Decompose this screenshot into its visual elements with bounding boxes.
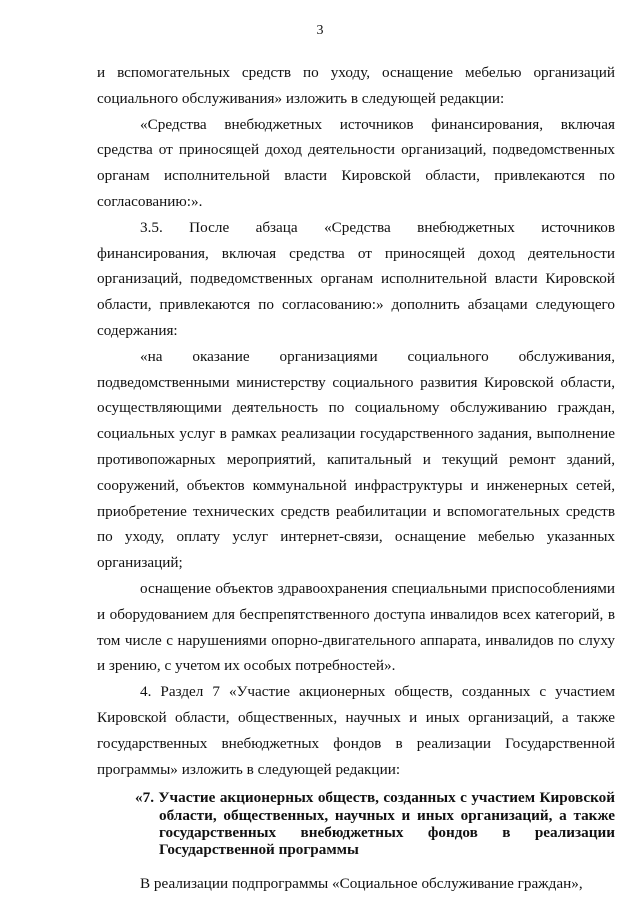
paragraph-5: оснащение объектов здравоохранения специальными приспособлениями и оборудованием для беспрепятственного доступа инвалидов всех категорий, в том числе с нарушениями опорно-двигательного аппарата, инвалидов по слуху и зрению, с учетом их особых потребностей». xyxy=(97,579,615,675)
paragraph-7: В реализации подпрограммы «Социальное обслуживание граждан», xyxy=(140,875,583,893)
paragraph-6: 4. Раздел 7 «Участие акционерных обществ, созданных с участием Кировской области, общественных, научных и иных организаций, а также государственных внебюджетных фондов в реализации Государственной программы» изложить в следующей редакции: xyxy=(97,683,615,778)
paragraph-2: «Средства внебюджетных источников финансирования, включая средства от приносящей доход деятельности организаций, подведомственных органам исполнительной власти Кировской области, привлекаются по согласованию:». xyxy=(97,115,615,210)
document-body xyxy=(97,60,615,897)
paragraph-3: 3.5. После абзаца «Средства внебюджетных источников финансирования, включая средства от приносящей доход деятельности организаций, подведомственных органам исполнительной власти Кировской области, привлекаются по согласованию:» дополнить абзацами следующего содержания: xyxy=(97,218,615,339)
section-heading: «7. Участие акционерных обществ, созданных с участием Кировской области, общественных, научных и иных организаций, а также государственных внебюджетных фондов в реализации Государственной программы xyxy=(135,789,615,858)
page-number: 3 xyxy=(316,23,324,38)
paragraph-4: «на оказание организациями социального обслуживания, подведомственными министерству социального развития Кировской области, осуществляющими деятельность по социальному обслуживанию граждан, социальных услуг в рамках реализации государственного задания, выполнение противопожарных мероприятий, капитальный и текущий ремонт зданий, сооружений, объектов коммунальной инфраструктуры и инженерных сетей, приобретение технических средств реабилитации и вспомогательных средств по уходу, оплату услуг интернет-связи, оснащение мебелью указанных организаций; xyxy=(97,347,615,572)
section-heading-wrap xyxy=(97,782,615,871)
paragraph-1: и вспомогательных средств по уходу, оснащение мебелью организаций социального обслуживания» изложить в следующей редакции: xyxy=(97,64,615,107)
